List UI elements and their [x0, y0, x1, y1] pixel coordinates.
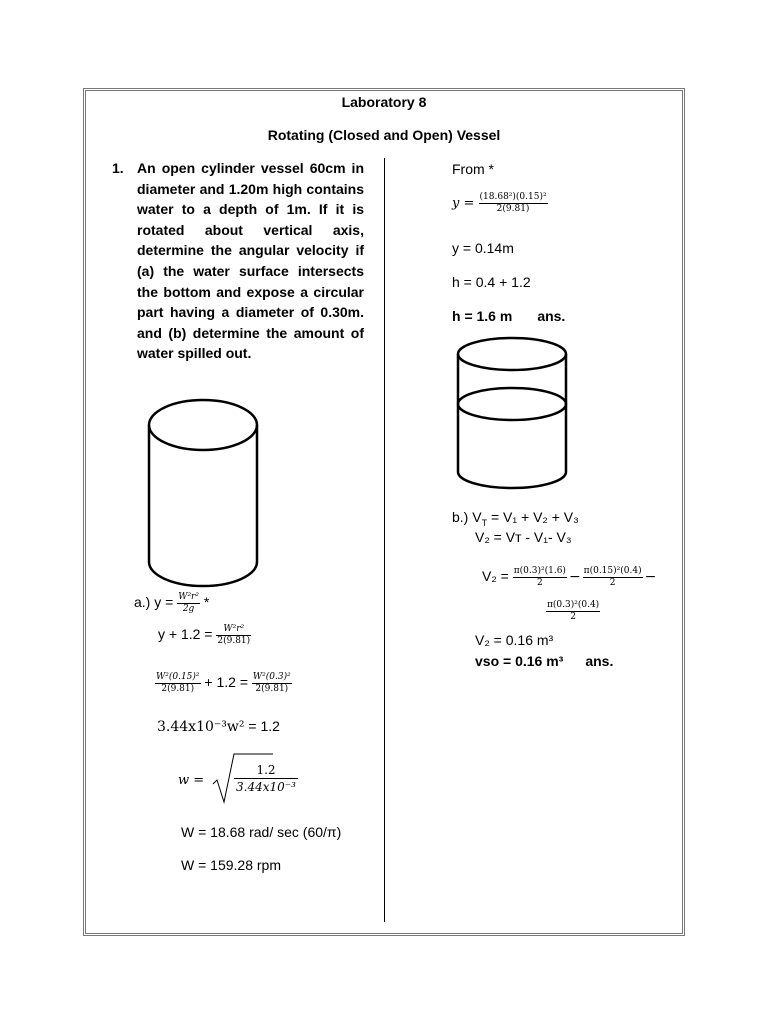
eq-5-num: 1.2: [256, 763, 276, 777]
eq-v2-term-3: [546, 600, 600, 623]
eq-b-prefix: b.) V: [452, 509, 482, 525]
result-rpm: W = 159.28 rpm: [181, 857, 281, 873]
h-answer-tag: ans.: [537, 308, 566, 324]
eq-y-den: 2(9.81): [479, 203, 548, 215]
cylinder-diagram-left: [140, 395, 270, 595]
h-answer: [452, 308, 565, 324]
eq-v2: V₂ = $\frac{\text{π(0.3)²(1.6)}}{2}$ − $\frac{\text{π(0.15)²(0.4)}}{2}$ −: [482, 566, 657, 588]
eq-3-den-1: 2(9.81): [155, 683, 201, 695]
eq-3-num-2: W²(0.3)²: [252, 672, 291, 682]
eq-2-fraction: [216, 624, 251, 647]
eq-2-num: W²r²: [223, 624, 245, 634]
h-equation: h = 0.4 + 1.2: [452, 274, 531, 290]
column-divider: [384, 158, 385, 922]
eq-5-lhs: w =: [178, 773, 205, 788]
eq-4: [157, 718, 280, 735]
eq-b-line1: V₁ + V₂ + V₃: [503, 509, 579, 525]
eq-v2-term-1: [513, 566, 567, 589]
vso-answer-tag: ans.: [585, 653, 614, 669]
from-ref: From *: [452, 161, 494, 177]
eq-4-lhs: 3.44x10⁻³w²: [157, 719, 245, 735]
eq-3-den-2: 2(9.81): [252, 683, 292, 695]
problem-statement: [112, 158, 364, 364]
eq-v2-lhs: V₂ =: [482, 568, 513, 585]
cylinder-diagram-right: [450, 332, 575, 494]
eq-3: [155, 672, 292, 695]
eq-y-lhs: y =: [452, 196, 479, 211]
eq-3-mid: + 1.2 =: [200, 674, 252, 691]
eq-5-fraction: [234, 762, 298, 795]
eq-v2-t3-num: π(0.3)²(0.4): [547, 600, 600, 610]
eq-b-line2: V₂ = Vт - V₁- V₃: [475, 529, 572, 545]
lab-title: Laboratory 8: [341, 94, 427, 110]
lab-subtitle: Rotating (Closed and Open) Vessel: [267, 127, 501, 143]
eq-2-den: 2(9.81): [217, 636, 251, 646]
vso-answer-value: vso = 0.16 m³: [475, 653, 564, 669]
y-value: y = 0.14m: [452, 240, 514, 256]
eq-v2-t1-num: π(0.3)²(1.6): [513, 566, 566, 576]
eq-a-den: 2g: [177, 603, 200, 615]
eq-4-rhs: = 1.2: [244, 718, 280, 734]
eq-v2-t1-den: 2: [513, 577, 567, 589]
eq-y-num: (18.68²)(0.15)²: [479, 192, 547, 202]
eq-v2-term-2: [583, 566, 643, 589]
h-answer-value: h = 1.6 m: [452, 308, 513, 324]
eq-3-num-1: W²(0.15)²: [156, 672, 200, 682]
eq-2-lhs: y + 1.2 =: [158, 626, 217, 643]
eq-3-fraction-2: [252, 672, 292, 695]
eq-v2-t2-den: 2: [583, 577, 643, 589]
eq-v2-t3-den: 2: [546, 611, 600, 623]
eq-y-fraction: [479, 192, 548, 215]
eq-a-fraction: [177, 592, 200, 615]
eq-v2-t2-num: π(0.15)²(0.4): [583, 566, 642, 576]
eq-a-star: *: [199, 594, 210, 611]
eq-2: [158, 624, 251, 647]
eq-y: [452, 192, 548, 215]
eq-a-label: a.) y =: [134, 594, 178, 611]
result-rad-sec: W = 18.68 rad/ sec (60/π): [181, 824, 342, 840]
problem-text: An open cylinder vessel 60cm in diameter and 1.20m high contains water to a depth of 1m. If it is rotated about vertical axis, determine the angular velocity if (a) the water surface intersects the bottom and expose a circular part having a diameter of 0.30m. and (b) determine the amount of water spilled out.: [137, 160, 364, 362]
eq-3-fraction-1: [155, 672, 201, 695]
eq-a-num: W²r²: [178, 592, 199, 602]
vso-answer: [475, 653, 613, 669]
eq-5-den: 3.44x10⁻³: [234, 778, 298, 795]
problem-number: 1.: [112, 160, 124, 176]
eq-v2-term-3-wrap: [546, 600, 600, 623]
eq-b-label: b.) $V_T = V_1 + V_2 + V_3$: [452, 509, 579, 528]
v2-value: V₂ = 0.16 m³: [475, 632, 554, 648]
eq-a: [134, 592, 209, 615]
